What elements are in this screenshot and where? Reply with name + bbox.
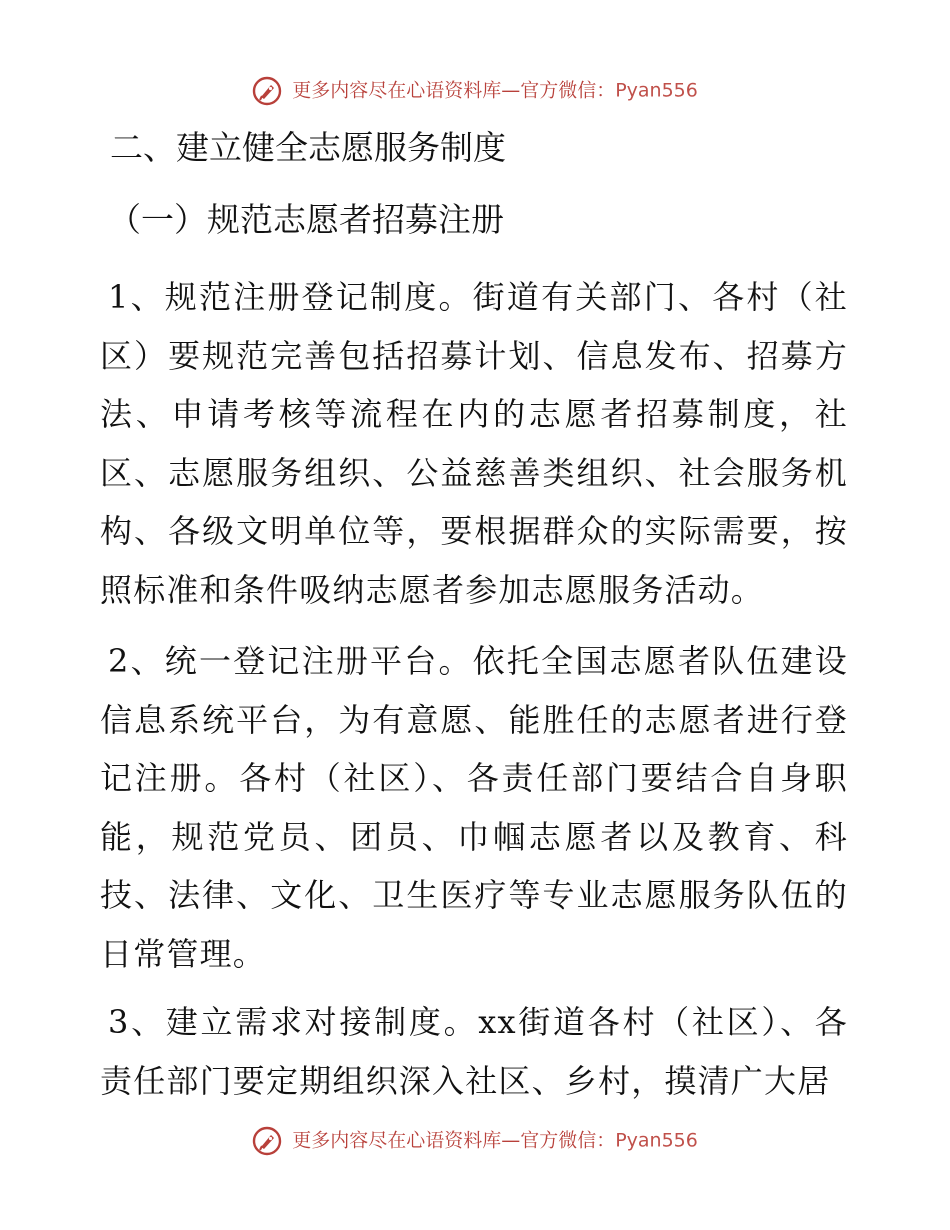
watermark-wechat-id: Pyan556	[615, 1129, 698, 1152]
footer-watermark	[0, 1123, 950, 1157]
watermark-wechat-id: Pyan556	[615, 79, 698, 102]
paragraph-2: 2、统一登记注册平台。依托全国志愿者队伍建设信息系统平台，为有意愿、能胜任的志愿者进行登记注册。各村（社区）、各责任部门要结合自身职能，规范党员、团员、巾帼志愿者以及教育、科技、法律、文化、卫生医疗等专业志愿服务队伍的日常管理。	[100, 642, 848, 973]
header-watermark	[0, 73, 950, 107]
pen-nib-logo-icon	[252, 76, 282, 106]
watermark-text: 更多内容尽在心语资料库—官方微信：	[292, 79, 616, 102]
subsection-title: （一）规范志愿者招募注册	[108, 200, 504, 239]
watermark-text: 更多内容尽在心语资料库—官方微信：	[292, 1129, 616, 1152]
paragraph-1: 1、规范注册登记制度。街道有关部门、各村（社区）要规范完善包括招募计划、信息发布、招募方法、申请考核等流程在内的志愿者招募制度，社区、志愿服务组织、公益慈善类组织、社会服务机构、各级文明单位等，要根据群众的实际需要，按照标准和条件吸纳志愿者参加志愿服务活动。	[100, 278, 848, 609]
pen-nib-logo-icon	[252, 1126, 282, 1156]
section-title: 二、建立健全志愿服务制度	[110, 128, 506, 167]
paragraph-3: 3、建立需求对接制度。xx街道各村（社区）、各责任部门要定期组织深入社区、乡村，摸清广大居	[100, 1003, 848, 1100]
